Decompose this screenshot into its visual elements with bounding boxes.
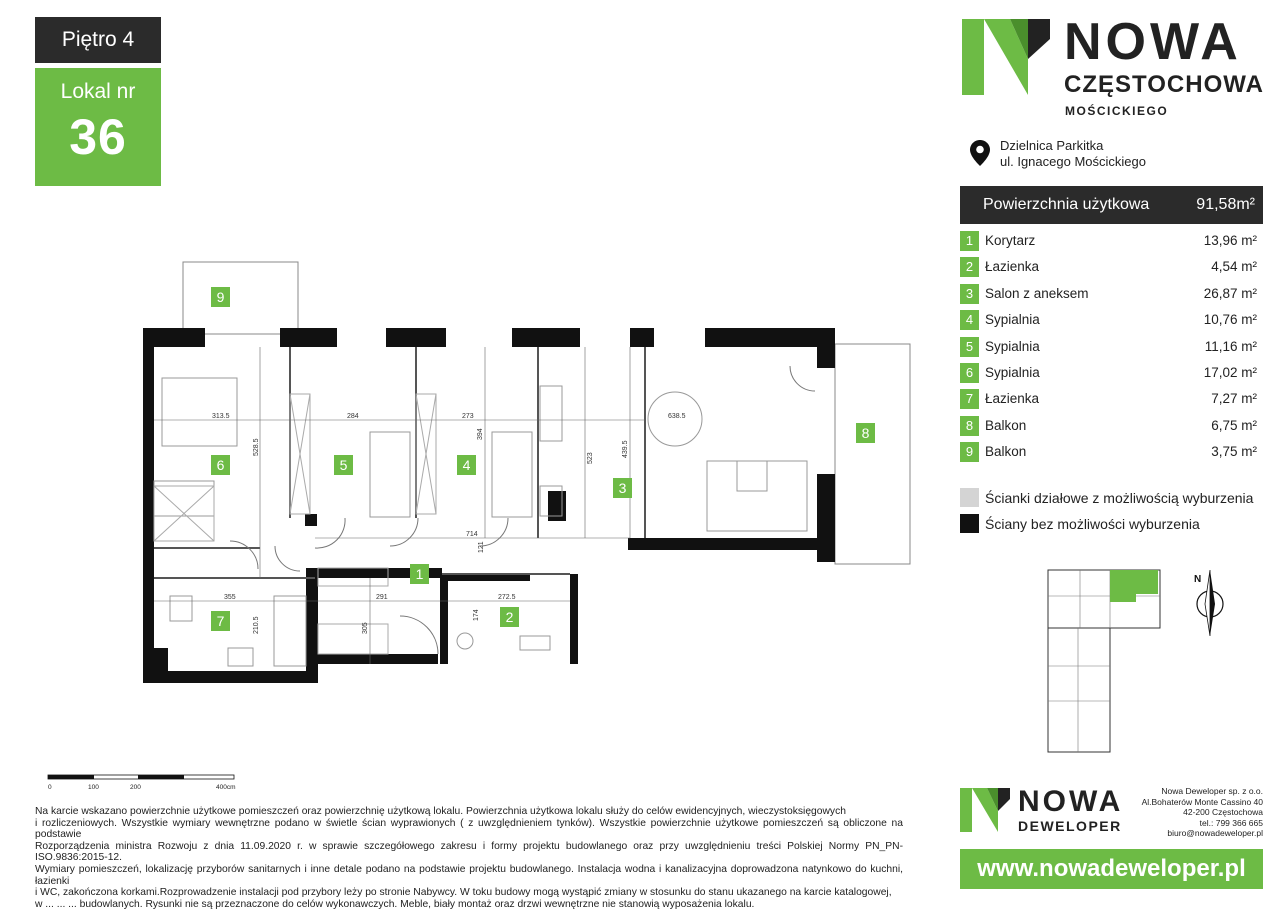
disclaimer-line: Na karcie wskazano powierzchnie użytkowe pomieszczeń oraz powierzchnię użytkową lokalu. Powierzchnia użytkowa lokalu służy do celów ewidencyjnych, wieczystoksięgowych [35,806,846,817]
dimension-label: 638.5 [668,413,686,420]
svg-text:2: 2 [505,609,514,625]
floor-badge [35,17,161,63]
legend-swatch-light [960,488,979,507]
svg-text:5: 5 [339,457,348,473]
room-row [960,416,1263,436]
room-row [960,442,1263,462]
dimension-label: 528.5 [253,438,260,456]
disclaimer-line: Rozporządzenia ministra Rozwoju z dnia 11.09.2020 r. w sprawie szczegółowego zakresu i formy projektu budowlanego oraz przy uwzględnieniu treści Polskiej Normy PN_PN-ISO.9836:2015-12. [35,840,903,864]
room-row [960,389,1263,409]
room-row [960,363,1263,383]
dimension-label: 355 [224,594,236,601]
developer-name: NOWA [1018,785,1124,818]
dimension-label: 523 [587,452,594,464]
room-row [960,231,1263,251]
address-street: ul. Ignacego Mościckiego [1000,154,1146,169]
unit-badge [35,68,161,186]
dimension-label: 174 [473,609,480,621]
company-email[interactable]: biuro@nowadeweloper.pl [1167,828,1263,839]
compass-icon [1188,566,1232,638]
website-link[interactable]: www.nowadeweloper.pl [960,849,1263,889]
room-name: Korytarz [985,233,1036,248]
room-area: 10,76 m² [1203,312,1257,327]
room-row [960,257,1263,277]
legend-swatch-dark [960,514,979,533]
room-area: 26,87 m² [1203,286,1257,301]
legal-disclaimer [35,806,903,910]
floor-plan [140,256,870,686]
room-name: Balkon [985,444,1027,459]
room-number-badge: 8 [960,416,979,436]
legend-item-partition [960,488,1270,508]
dimension-label: 305 [362,622,369,634]
dimension-label: 291 [376,594,388,601]
room-area: 7,27 m² [1211,391,1257,406]
company-info [1142,786,1263,839]
brand-name: NOWA [1064,13,1242,71]
disclaimer-line: w ... ... ... budowlanych. Rysunki nie są przeznaczone do celów wykonawczych. Meble, biały montaż oraz drzwi wewnętrzne nie stanowią wyposażenia lokalu. [35,898,755,910]
scale-tick: 400cm [216,784,236,791]
svg-text:6: 6 [216,457,225,473]
scale-bar [48,775,238,795]
svg-text:1: 1 [415,566,424,582]
room-name: Salon z aneksem [985,286,1089,301]
brand-logo [962,13,1264,126]
dimension-label: 272.5 [498,594,516,601]
legend-text: Ścianki działowe z możliwością wyburzenia [985,490,1254,506]
room-name: Balkon [985,418,1027,433]
dimension-label: 273 [462,413,474,420]
total-area-label: Powierzchnia użytkowa [983,196,1150,213]
room-area: 13,96 m² [1203,233,1257,248]
map-pin-icon [970,140,990,166]
room-area: 17,02 m² [1203,365,1257,380]
svg-text:N: N [1194,574,1202,585]
dimension-label: 439.5 [622,440,629,458]
n-logo-icon [962,19,1050,95]
room-name: Łazienka [985,259,1040,274]
address-district: Dzielnica Parkitka [1000,138,1104,153]
brand-street: MOŚCICKIEGO [1065,104,1169,118]
dimension-label: 284 [347,413,359,420]
dimension-label: 714 [466,531,478,538]
scale-tick: 100 [88,784,99,791]
legend-text: Ściany bez możliwości wyburzenia [985,516,1200,532]
building-location-map [1040,566,1170,756]
furniture [154,378,807,666]
svg-text:9: 9 [216,289,225,305]
room-number-badge: 4 [960,310,979,330]
company-city: 42-200 Częstochowa [1183,807,1263,818]
unit-number: 36 [69,109,127,165]
room-number-badge: 7 [960,389,979,409]
structural-walls [143,328,835,683]
balcony-9 [183,262,298,334]
total-area-value: 91,58m² [1196,196,1255,213]
brand-city: CZĘSTOCHOWA [1064,71,1264,98]
room-number-badge: 5 [960,337,979,357]
svg-text:7: 7 [216,613,225,629]
room-row [960,310,1263,330]
company-phone: tel.: 799 366 665 [1199,817,1263,828]
disclaimer-line: i WC, zakończona korkami.Rozprowadzenie instalacji pod przybory leży po stronie Nabywcy. W toku budowy mogą wystąpić zmiany w stosunku do stanu ukazanego na karcie katalogowej, [35,887,892,899]
dimension-label: 121 [478,541,485,553]
disclaimer-line: Wymiary pomieszczeń, lokalizację przyborów sanitarnych i inne detale podano na podstawie projektu budowlanego. Instalacja wodna i kanalizacyjna doprowadzona natynkowo do kuchni, łazienki [35,863,903,887]
room-area: 11,16 m² [1204,339,1257,354]
company-name: Nowa Deweloper sp. z o.o. [1161,786,1263,796]
developer-logo [960,785,1135,836]
dimension-label: 394 [477,428,484,440]
svg-text:4: 4 [462,457,471,473]
dimension-label: 313.5 [212,413,230,420]
developer-name-sub: DEWELOPER [1018,818,1122,834]
n-logo-icon [960,788,1010,832]
room-number-badge: 2 [960,257,979,277]
disclaimer-line: i rozliczeniowych. Wszystkie wymiary wewnętrzne podano w świetle ścian wyprawionych ( z uwzględnieniem tynków). Wszystkie powierzchnie użytkowe pomieszczeń są obliczone na podstawie [35,817,903,841]
total-area-header [960,186,1263,224]
balcony-8 [835,344,910,564]
legend-item-structural [960,514,1270,534]
room-area: 3,75 m² [1211,444,1257,459]
room-name: Łazienka [985,391,1040,406]
svg-text:3: 3 [618,480,627,496]
floor-label: Piętro 4 [61,28,135,51]
scale-tick: 0 [48,784,52,791]
room-name: Sypialnia [985,312,1040,327]
wardrobes [154,394,436,654]
unit-label: Lokal nr [60,80,136,103]
room-name: Sypialnia [985,365,1040,380]
room-number-badge: 6 [960,363,979,383]
room-name: Sypialnia [985,339,1040,354]
room-row [960,284,1263,304]
room-area: 6,75 m² [1211,418,1257,433]
room-area: 4,54 m² [1211,259,1257,274]
room-number-badge: 9 [960,442,979,462]
room-number-badge: 1 [960,231,979,251]
svg-text:8: 8 [861,425,870,441]
room-row [960,337,1263,357]
scale-tick: 200 [130,784,141,791]
company-street: Al.Bohaterów Monte Cassino 40 [1141,796,1263,807]
room-number-badge: 3 [960,284,979,304]
dimension-label: 210.5 [253,616,260,634]
